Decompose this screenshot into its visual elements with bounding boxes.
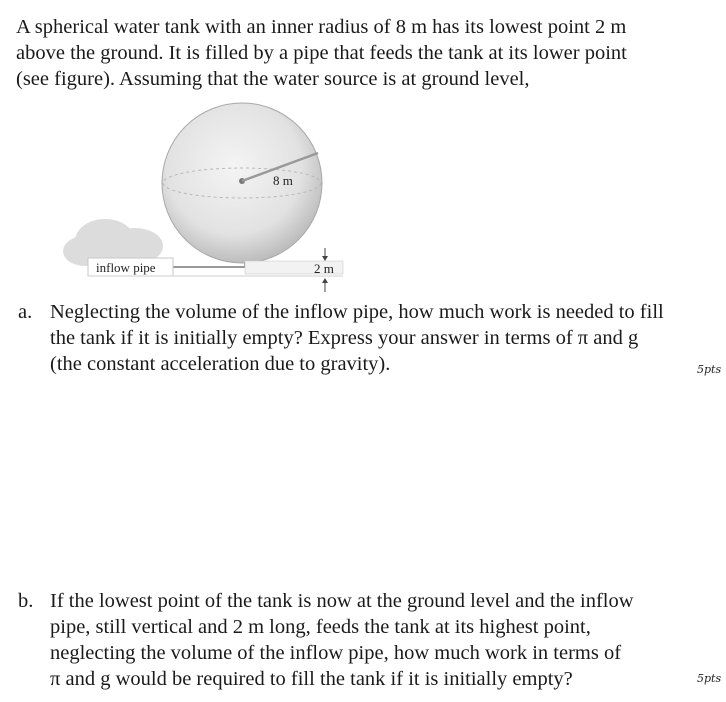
- question-b-line-3: neglecting the volume of the inflow pipe, how much work in terms of: [50, 642, 622, 664]
- problem-intro: [16, 14, 716, 92]
- tank-figure: [60, 96, 360, 306]
- question-b-line-1: If the lowest point of the tank is now at the ground level and the inflow: [50, 590, 634, 612]
- height-arrow-bottom-head: [322, 278, 328, 283]
- question-a-line-2: the tank if it is initially empty? Express your answer in terms of π and g: [50, 327, 639, 349]
- pipe-label: inflow pipe: [96, 260, 156, 275]
- question-b-points: 5pts: [697, 672, 722, 685]
- question-b-text: [50, 588, 634, 692]
- question-b-label: b.: [18, 590, 34, 612]
- radius-label: 8 m: [273, 173, 293, 188]
- question-a-line-1: Neglecting the volume of the inflow pipe, how much work is needed to fill: [50, 301, 664, 323]
- question-a-label: a.: [18, 301, 33, 323]
- question-a-points: 5pts: [697, 363, 722, 376]
- intro-line-2: above the ground. It is filled by a pipe that feeds the tank at its lower point: [16, 42, 627, 64]
- question-a-text: [50, 299, 664, 377]
- intro-line-3: (see figure). Assuming that the water source is at ground level,: [16, 68, 530, 90]
- question-a-line-3: (the constant acceleration due to gravity).: [50, 353, 391, 375]
- question-b-line-2: pipe, still vertical and 2 m long, feeds the tank at its highest point,: [50, 616, 591, 638]
- height-label: 2 m: [314, 261, 334, 276]
- question-b-line-4: π and g would be required to fill the tank if it is initially empty?: [50, 668, 573, 690]
- intro-line-1: A spherical water tank with an inner radius of 8 m has its lowest point 2 m: [16, 16, 627, 38]
